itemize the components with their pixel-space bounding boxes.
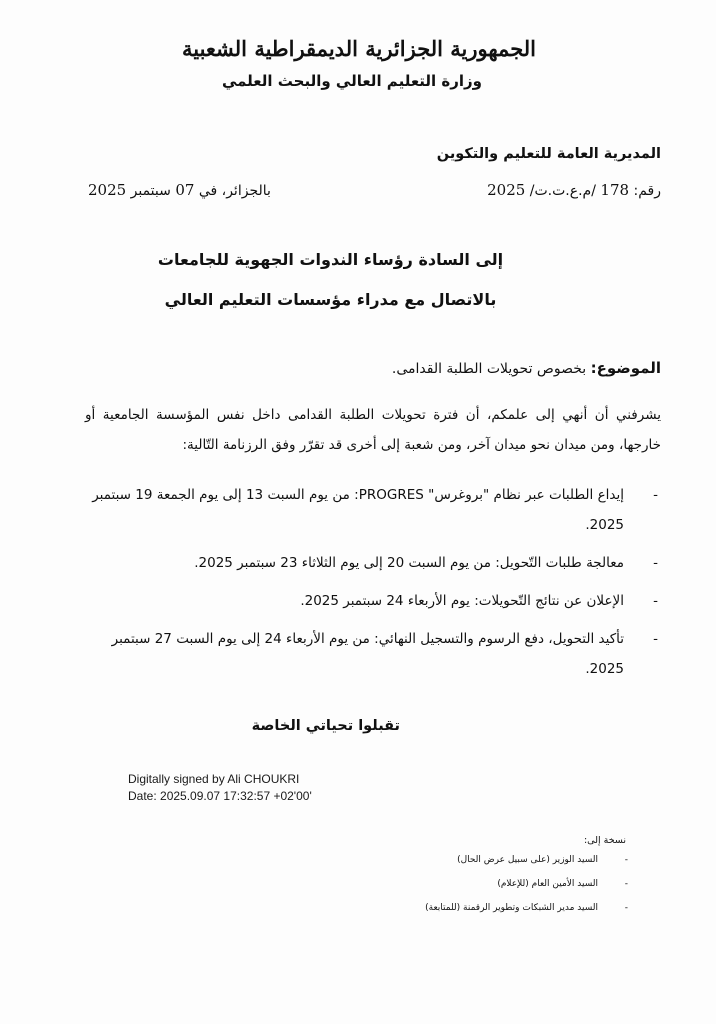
closing-salutation: تقبلوا تحياتي الخاصة bbox=[251, 718, 400, 734]
signature-signer: Digitally signed by Ali CHOUKRI bbox=[128, 772, 300, 786]
copy-recipient bbox=[228, 901, 628, 915]
reference-value: 178 bbox=[600, 181, 630, 199]
date-month: سبتمبر bbox=[130, 183, 171, 199]
schedule-list bbox=[90, 480, 658, 692]
reference-number bbox=[487, 181, 661, 199]
list-dash: - bbox=[653, 593, 658, 609]
list-dash: - bbox=[653, 487, 658, 503]
reference-year: 2025 bbox=[487, 181, 526, 199]
republic-heading: الجمهورية الجزائرية الديمقراطية الشعبية bbox=[181, 36, 536, 61]
date-year: 2025 bbox=[88, 181, 127, 199]
copy-recipient-text: السيد مدير الشبكات وتطوير الرقمنة (للمتابعة) bbox=[425, 903, 598, 913]
addressee-line-2: بالاتصال مع مدراء مؤسسات التعليم العالي bbox=[164, 290, 497, 309]
subject-line bbox=[392, 359, 661, 377]
list-dash: - bbox=[653, 555, 658, 571]
place-label: بالجزائر، في bbox=[198, 183, 271, 199]
copy-recipient bbox=[228, 877, 628, 891]
subject-text: بخصوص تحويلات الطلبة القدامى. bbox=[391, 361, 587, 377]
addressee-line-1: إلى السادة رؤساء الندوات الجهوية للجامعات bbox=[157, 250, 504, 269]
schedule-item-text: إيداع الطلبات عبر نظام "بروغرس" PROGRES: من يوم السبت 13 إلى يوم الجمعة 19 سبتمبر 2025. bbox=[92, 487, 624, 533]
schedule-item bbox=[90, 548, 658, 578]
place-date bbox=[88, 181, 271, 199]
subject-label: الموضوع: bbox=[590, 359, 661, 377]
digital-signature bbox=[128, 771, 312, 805]
copies-list bbox=[228, 853, 628, 925]
list-dash: - bbox=[624, 855, 628, 865]
date-day: 07 bbox=[175, 181, 195, 199]
list-dash: - bbox=[653, 631, 658, 647]
list-dash: - bbox=[624, 903, 628, 913]
copy-recipient-text: السيد الأمين العام (للإعلام) bbox=[497, 879, 598, 889]
copy-recipient bbox=[228, 853, 628, 867]
list-dash: - bbox=[624, 879, 628, 889]
schedule-item bbox=[90, 586, 658, 616]
copy-recipient-text: السيد الوزير (على سبيل عرض الحال) bbox=[457, 855, 598, 865]
reference-prefix: رقم: bbox=[633, 183, 661, 199]
schedule-item-text: معالجة طلبات التّحويل: من يوم السبت 20 إلى يوم الثلاثاء 23 سبتمبر 2025. bbox=[194, 555, 624, 571]
schedule-item-text: الإعلان عن نتائج التّحويلات: يوم الأربعاء 24 سبتمبر 2025. bbox=[300, 593, 624, 609]
schedule-item-text: تأكيد التحويل، دفع الرسوم والتسجيل النهائي: من يوم الأربعاء 24 إلى يوم السبت 27 سبتمبر 2025. bbox=[111, 631, 624, 677]
schedule-item bbox=[90, 480, 658, 540]
schedule-item bbox=[90, 624, 658, 684]
copies-title: نسخة إلى: bbox=[583, 835, 626, 846]
directorate-heading: المديرية العامة للتعليم والتكوين bbox=[436, 146, 661, 162]
signature-date: Date: 2025.09.07 17:32:57 +02'00' bbox=[128, 789, 312, 803]
body-paragraph: يشرفني أن أنهي إلى علمكم، أن فترة تحويلات الطلبة القدامى داخل نفس المؤسسة الجامعية أو خارجها، ومن ميدان نحو ميدان آخر، ومن شعبة إلى أخرى قد تقرّر وفق الرزنامة التّالية: bbox=[85, 407, 661, 453]
ministry-heading: وزارة التعليم العالي والبحث العلمي bbox=[221, 72, 482, 90]
reference-code: /م.ع.ت.ت/ bbox=[529, 183, 596, 199]
